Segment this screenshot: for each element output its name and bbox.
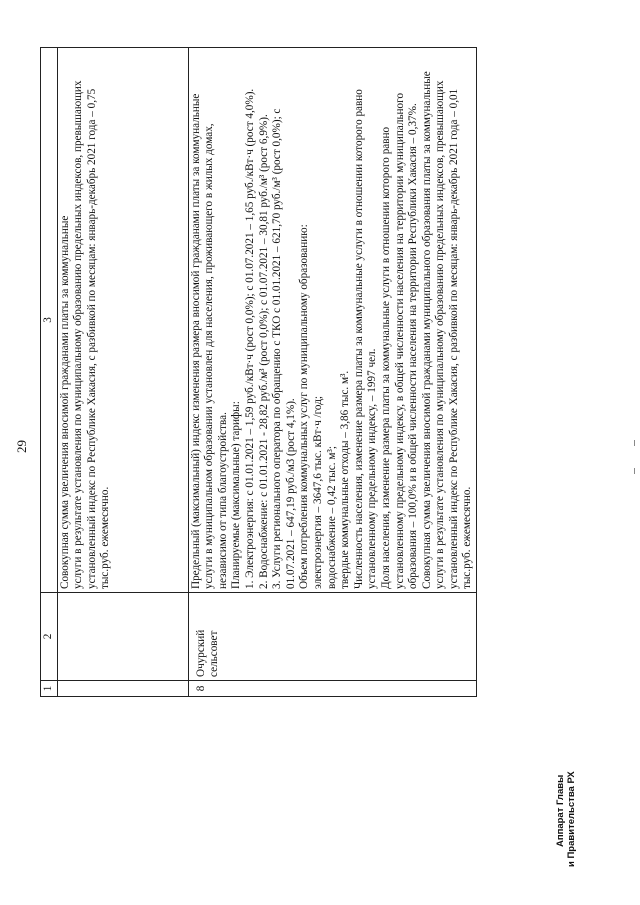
text-line: услуги в муниципальном образовании установлен для населения, проживающего в жилых домах, — [203, 123, 216, 589]
header-col-2: 2 — [41, 593, 58, 681]
scan-edge-mark — [634, 468, 635, 474]
text-line: тыс.руб. ежемесячно. — [461, 486, 474, 589]
row-name-cell — [57, 593, 188, 681]
text-line: образования – 100,0% и в общей численности населения на территории Республики Хакасия – 0,37%. — [407, 103, 420, 589]
row-text-cell — [57, 48, 188, 593]
text-line: независимо от типа благоустройства. — [216, 412, 229, 589]
row-name-cell: Очурский сельсовет — [188, 593, 476, 681]
text-line: Совокупная сумма увеличения вносимой гражданами платы за коммунальные — [58, 215, 71, 589]
text-line: Объем потребления коммунальных услуг по муниципальному образованию: — [298, 224, 311, 589]
row-number-cell — [57, 681, 188, 697]
table-header-row — [41, 48, 58, 697]
text-line: установленному предельному индексу, в общей численности населения на территории муниципального — [393, 92, 406, 589]
text-line: твердые коммунальные отходы – 3,86 тыс. м³. — [339, 370, 352, 589]
text-line: 3. Услуги регионального оператора по обращению с ТКО с 01.01.2021 – 621,70 руб./м³ (рост 0,0%); с — [271, 108, 284, 589]
table-row — [188, 48, 476, 697]
signature-stamp — [555, 771, 577, 867]
tariff-table — [40, 47, 477, 697]
text-line: установленному предельному индексу, – 1997 чел. — [366, 348, 379, 589]
text-line: электроэнергия – 3647,6 тыс. кВт·ч /год; — [311, 396, 324, 589]
row-text-cell — [188, 48, 476, 593]
header-col-3: 3 — [41, 48, 58, 593]
text-line: услуги в результате установления по муниципальному образованию предельных индексов, превышающих — [72, 80, 85, 589]
text-line: Планируемые (максимальные) тарифы: — [230, 401, 243, 589]
page-number: 29 — [14, 440, 29, 453]
text-line: Предельный (максимальный) индекс изменения размера вносимой гражданами платы за коммунальные — [189, 93, 202, 589]
text-line: 2. Водоснабжение: с 01.01.2021 - 28,82 руб./м³ (рост 0,0%); с 01.07.2021 – 30,81 руб./м³ (рост 6,9%). — [257, 114, 270, 589]
text-line: Совокупная сумма увеличения вносимой гражданами муниципального образования платы за коммунальные — [420, 71, 433, 589]
text-line: установленный индекс по Республике Хакасия, с разбивкой по месяцам: январь-декабрь 2021 года – 0,01 — [447, 88, 460, 589]
text-line: 01.07.2021 – 647,19 руб./м3 (рост 4,1%). — [284, 398, 297, 589]
signature-line: Аппарат Главы — [555, 774, 566, 847]
scan-edge-mark — [634, 440, 635, 446]
text-line: 1. Электроэнергия: с 01.01.2021 – 1,59 руб./кВт·ч (рост 0,0%); с 01.07.2021 – 1,65 руб./кВт·ч (рост 4,0%). — [243, 88, 256, 589]
signature-line: и Правительства РХ — [566, 771, 577, 867]
table-row — [57, 48, 188, 697]
row-number-cell: 8 — [188, 681, 476, 697]
text-line: тыс.руб. ежемесячно. — [99, 486, 112, 589]
text-line: Доля населения, изменение размера платы за коммунальные услуги в отношении которого равно — [379, 126, 392, 589]
header-col-1: 1 — [41, 681, 58, 697]
text-line: водоснабжение – 0,42 тыс. м³; — [325, 446, 338, 589]
text-line: услуги в результате установления по муниципальному образованию предельных индексов, превышающих — [434, 80, 447, 589]
text-line: установленный индекс по Республике Хакасия, с разбивкой по месяцам: январь-декабрь 2021 года – 0,75 — [85, 88, 98, 589]
text-line: Численность населения, изменение размера платы за коммунальные услуги в отношении которого равно — [352, 89, 365, 589]
